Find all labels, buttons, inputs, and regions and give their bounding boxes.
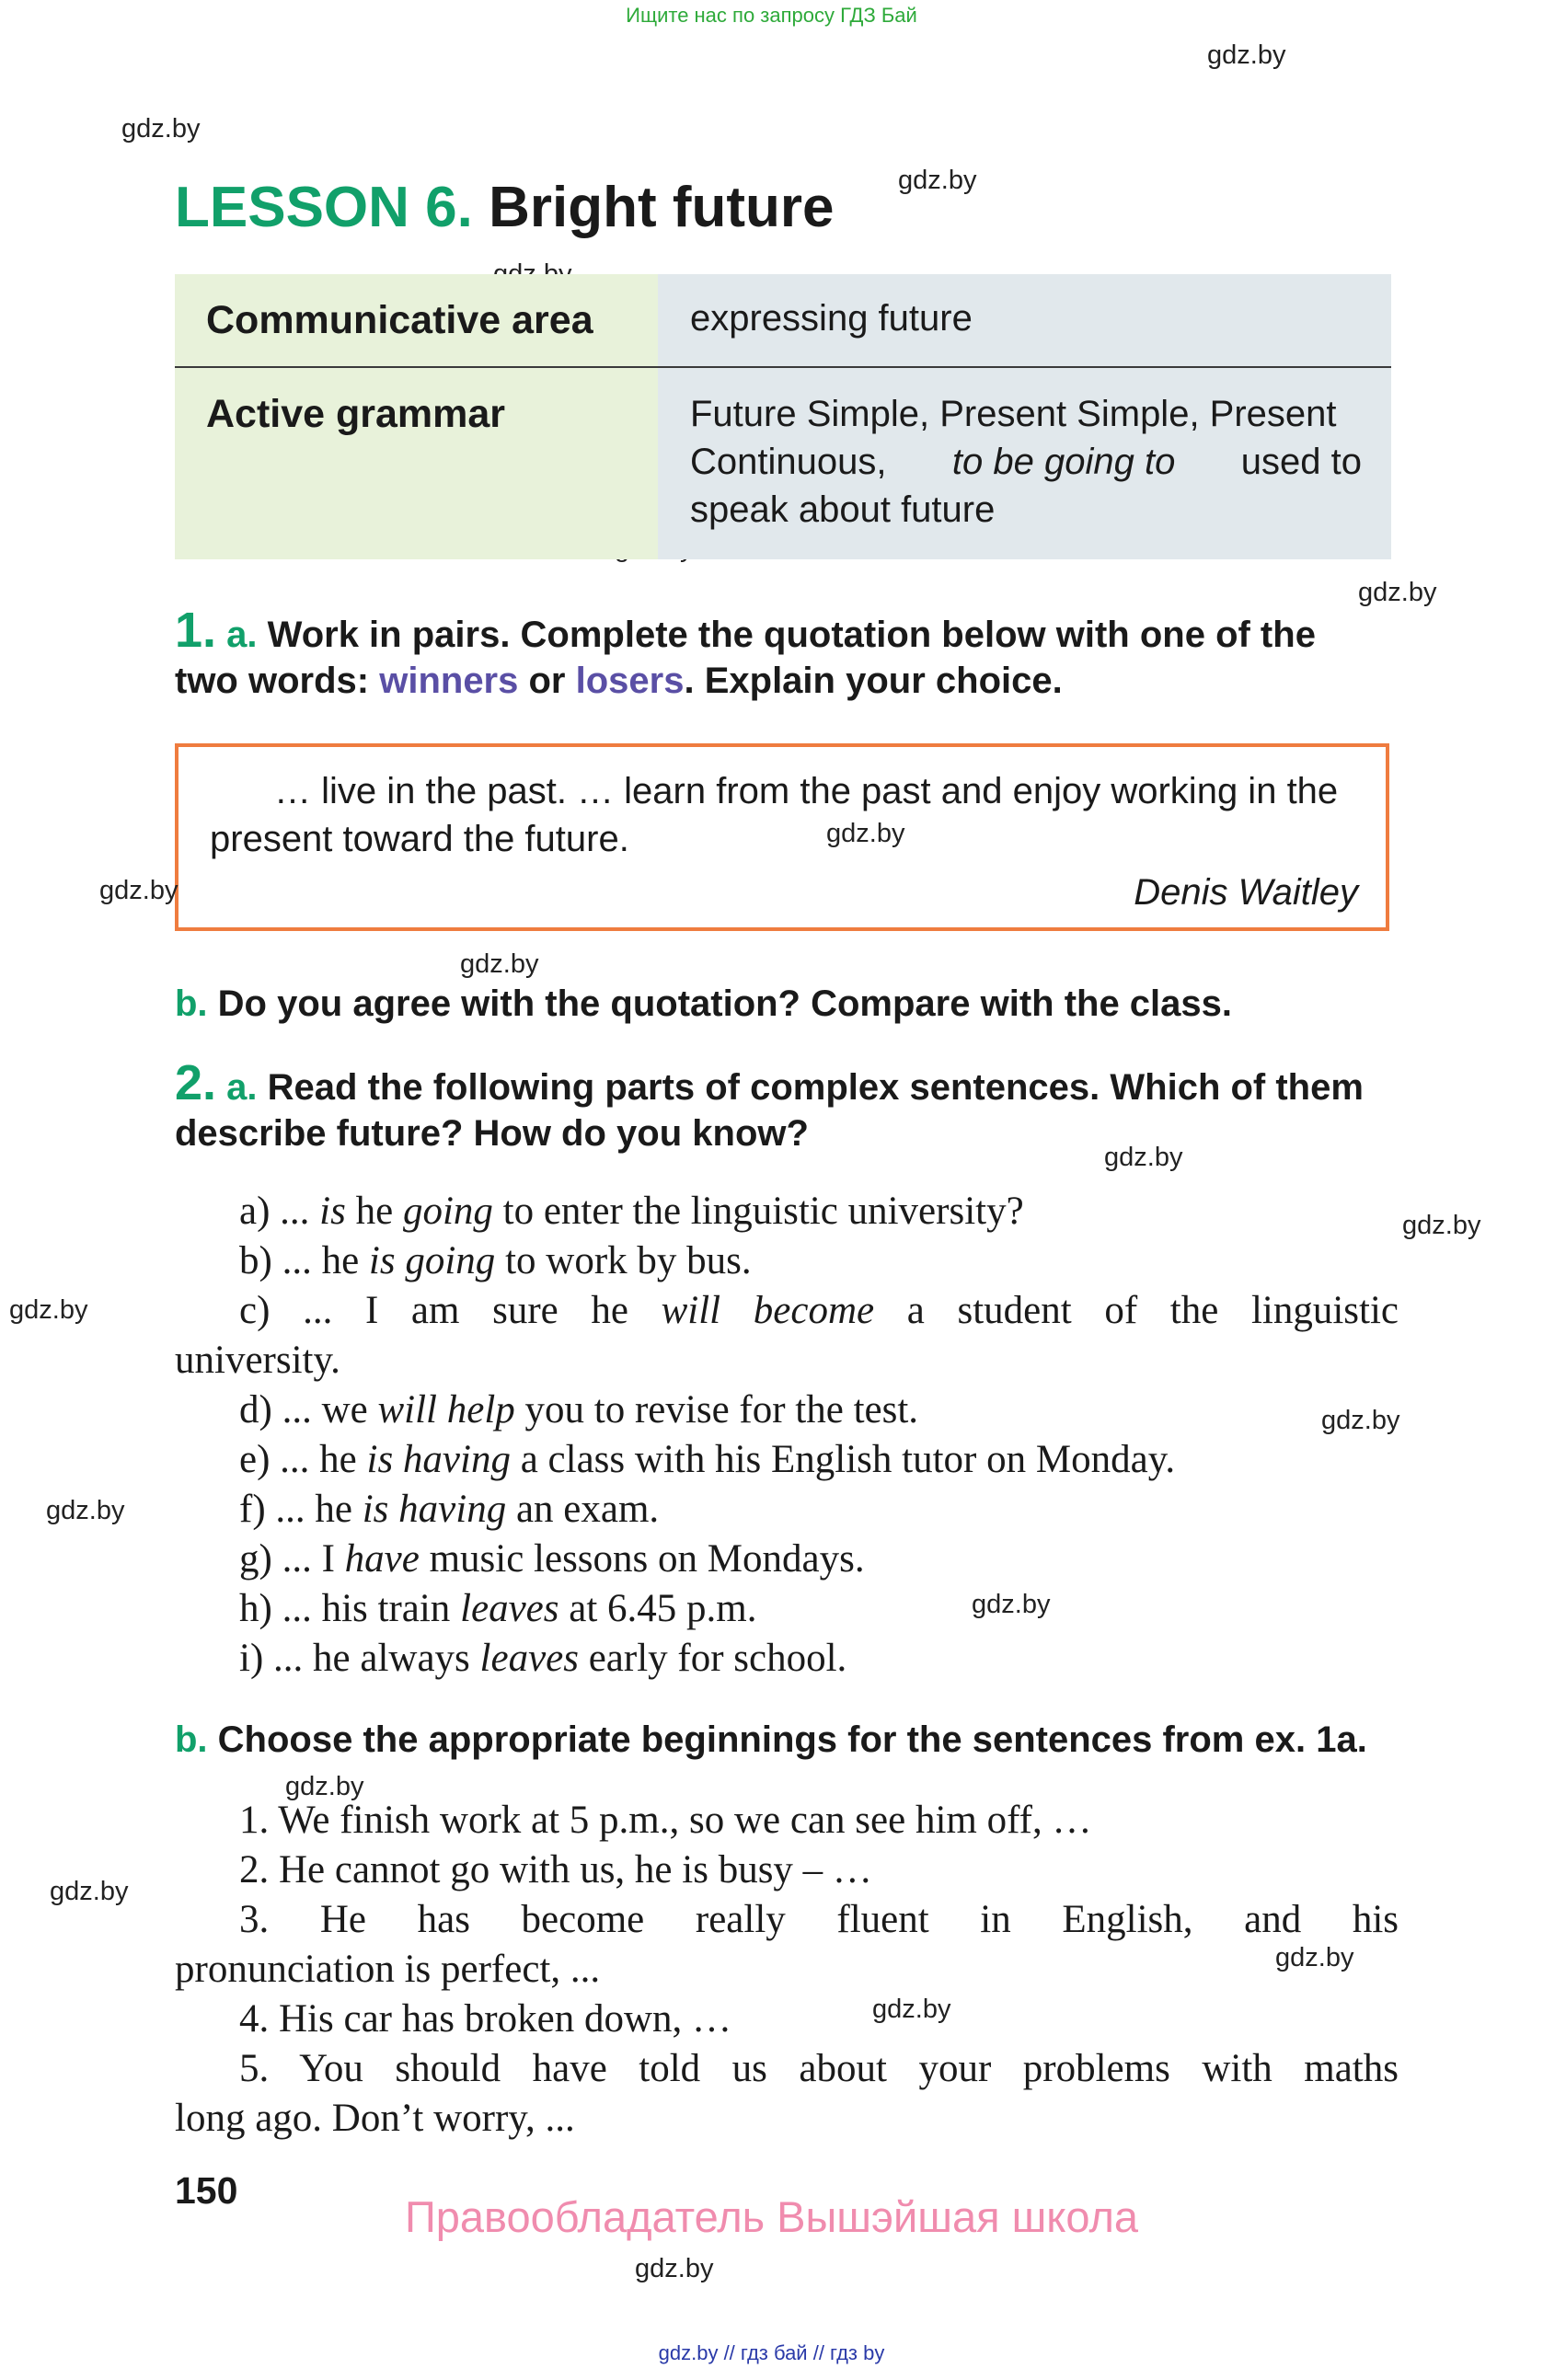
sentence-5: 5. You should have told us about your problems with maths xyxy=(239,2047,1399,2090)
bottom-links[interactable]: gdz.by // гдз бай // гдз by xyxy=(658,2341,885,2364)
grammar-line-1: Future Simple, Present Simple, Present xyxy=(690,394,1337,434)
item-text: at 6.45 p.m. xyxy=(558,1587,757,1630)
item-verb: going xyxy=(402,1190,493,1233)
ex1a-text-line1: Work in pairs. Complete the quotation below with one of the xyxy=(267,615,1316,655)
quotation-line1: … live in the past. … learn from the past and enjoy working in xyxy=(274,771,1277,811)
item-text: early for school. xyxy=(578,1637,847,1680)
item-letter: e) xyxy=(239,1438,271,1481)
lesson-info-table xyxy=(175,274,1391,559)
rights-holder: Правообладатель Вышэйшая школа xyxy=(404,2192,1139,2241)
item-verb: leaves xyxy=(479,1637,579,1680)
word-losers: losers xyxy=(575,661,685,701)
item-text: ... his train xyxy=(282,1587,461,1630)
ex2b-text: Choose the appropriate beginnings for the sentences from ex. 1a. xyxy=(217,1719,1367,1760)
watermark: gdz.by xyxy=(9,1295,88,1325)
item-verb: will become xyxy=(661,1289,875,1332)
list-item xyxy=(239,1584,756,1634)
item-verb: is going xyxy=(368,1239,496,1282)
list-item xyxy=(239,1435,1175,1485)
watermark: gdz.by xyxy=(46,1496,125,1525)
grammar-line-2 xyxy=(690,438,1362,486)
ex1b-label: b. xyxy=(175,983,208,1024)
item-text: ... xyxy=(280,1190,320,1233)
item-letter: c) xyxy=(239,1289,271,1332)
watermark: gdz.by xyxy=(635,2254,714,2283)
item-letter: a) xyxy=(239,1190,271,1233)
list-item xyxy=(239,1236,752,1286)
quotation-author: Denis Waitley xyxy=(1134,872,1358,913)
sentence-3-continuation: pronunciation is perfect, ... xyxy=(175,1948,601,1991)
item-verb: have xyxy=(344,1537,420,1581)
watermark: gdz.by xyxy=(1321,1406,1400,1435)
watermark: gdz.by xyxy=(1104,1143,1183,1172)
item-text: ... he xyxy=(282,1239,369,1282)
lesson-number: LESSON 6. xyxy=(175,176,473,239)
item-verb: will help xyxy=(377,1388,515,1431)
top-banner-link[interactable]: Ищите нас по запросу ГДЗ Бай xyxy=(626,4,917,27)
page-number: 150 xyxy=(175,2169,238,2212)
communicative-area-value: expressing future xyxy=(690,298,973,339)
watermark: gdz.by xyxy=(1402,1211,1481,1240)
item-letter: d) xyxy=(239,1388,272,1431)
list-item xyxy=(239,1535,865,1584)
item-c-continuation: university. xyxy=(175,1339,340,1382)
watermark: gdz.by xyxy=(972,1590,1051,1619)
item-text: to enter the linguistic university? xyxy=(492,1190,1024,1233)
item-text: ... I xyxy=(282,1537,345,1581)
quotation-text xyxy=(210,767,1360,863)
item-text: ... we xyxy=(282,1388,378,1431)
watermark: gdz.by xyxy=(285,1772,364,1801)
item-verb: is xyxy=(319,1190,346,1233)
item-text: to work by bus. xyxy=(495,1239,752,1282)
ex2b-label: b. xyxy=(175,1719,208,1760)
lesson-title xyxy=(175,175,835,240)
active-grammar-value xyxy=(690,390,1362,534)
ex2a-text-line1: Read the following parts of complex sentences. Which of them xyxy=(267,1067,1364,1108)
item-letter: i) xyxy=(239,1637,264,1680)
list-item xyxy=(239,1485,659,1535)
list-item xyxy=(239,1634,846,1684)
lesson-name: Bright future xyxy=(489,176,835,239)
watermark: gdz.by xyxy=(826,819,905,848)
item-text: music lessons on Mondays. xyxy=(419,1537,865,1581)
item-letter: f) xyxy=(239,1488,266,1531)
sentence-2: 2. He cannot go with us, he is busy – … xyxy=(239,1848,872,1891)
word-or: or xyxy=(528,661,566,701)
watermark: gdz.by xyxy=(898,166,977,195)
list-item xyxy=(239,1385,918,1435)
item-letter: b) xyxy=(239,1239,272,1282)
ex1a-text-end: . Explain your choice. xyxy=(684,661,1063,701)
ex2b-instruction xyxy=(175,1717,1399,1763)
item-text: a student of the linguistic xyxy=(874,1289,1399,1332)
grammar-going-to: to be going to xyxy=(951,442,1176,482)
item-text: he xyxy=(345,1190,403,1233)
grammar-used-to: used to xyxy=(1240,442,1362,482)
item-verb: is having xyxy=(362,1488,507,1531)
ex1a-instruction xyxy=(175,603,1399,704)
watermark: gdz.by xyxy=(1358,578,1437,607)
word-winners: winners xyxy=(379,661,519,701)
grammar-continuous: Continuous, xyxy=(690,442,887,482)
sentence-4: 4. His car has broken down, … xyxy=(239,1997,732,2041)
item-text: a class with his English tutor on Monday. xyxy=(510,1438,1176,1481)
info-divider xyxy=(175,366,1391,368)
grammar-line-3: speak about future xyxy=(690,489,996,530)
item-text: ... he xyxy=(280,1438,367,1481)
item-text: ... he xyxy=(275,1488,363,1531)
watermark: gdz.by xyxy=(872,1995,951,2024)
quotation-line2: the present toward the future. xyxy=(210,771,1339,859)
ex2-number: 2. xyxy=(175,1055,217,1110)
ex1a-label: a. xyxy=(226,615,258,655)
ex2a-instruction xyxy=(175,1055,1399,1156)
sentence-5-continuation: long ago. Don’t worry, ... xyxy=(175,2097,575,2140)
watermark: gdz.by xyxy=(121,114,201,144)
ex1-number: 1. xyxy=(175,603,217,658)
sentence-3: 3. He has become really fluent in English, and his xyxy=(239,1898,1399,1941)
quotation-box xyxy=(175,743,1389,931)
watermark: gdz.by xyxy=(1207,40,1286,70)
sentence-1: 1. We finish work at 5 p.m., so we can see him off, … xyxy=(239,1799,1092,1842)
communicative-area-label: Communicative area xyxy=(206,298,593,342)
list-item xyxy=(239,1286,1399,1336)
watermark: gdz.by xyxy=(1275,1943,1354,1972)
watermark: gdz.by xyxy=(460,949,539,979)
active-grammar-label: Active grammar xyxy=(206,392,506,436)
watermark: gdz.by xyxy=(99,876,178,905)
item-letter: h) xyxy=(239,1587,272,1630)
ex2a-text-line2: describe future? How do you know? xyxy=(175,1113,809,1154)
item-text: ... I am sure he xyxy=(303,1289,662,1332)
ex1b-text: Do you agree with the quotation? Compare with the class. xyxy=(217,983,1233,1024)
ex2a-label: a. xyxy=(226,1067,258,1108)
item-letter: g) xyxy=(239,1537,272,1581)
watermark: gdz.by xyxy=(50,1877,129,1906)
ex1b-instruction xyxy=(175,981,1399,1027)
item-verb: leaves xyxy=(460,1587,559,1630)
ex1a-text-line2: two words: xyxy=(175,661,370,701)
item-verb: is having xyxy=(366,1438,511,1481)
item-text: you to revise for the test. xyxy=(514,1388,919,1431)
list-item xyxy=(239,1187,1024,1236)
item-text: an exam. xyxy=(506,1488,660,1531)
item-text: ... he always xyxy=(273,1637,480,1680)
